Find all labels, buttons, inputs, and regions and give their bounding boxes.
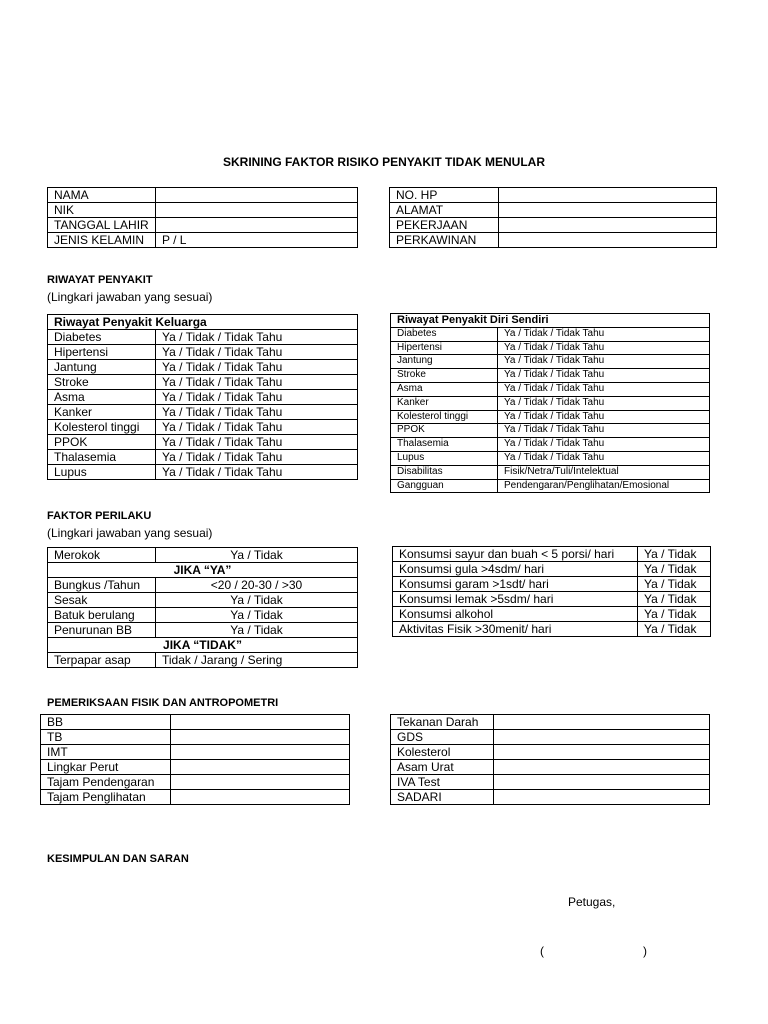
pemeriksaan-right-value[interactable]: [494, 790, 710, 805]
identity-left-label: JENIS KELAMIN: [48, 233, 156, 248]
pemeriksaan-left-row: [41, 790, 350, 805]
jika-ya-label: Sesak: [48, 593, 156, 608]
form-title: SKRINING FAKTOR RISIKO PENYAKIT TIDAK MENULAR: [222, 155, 546, 169]
konsumsi-label: Aktivitas Fisik >30menit/ hari: [393, 622, 638, 637]
riwayat-diri-header: Riwayat Penyakit Diri Sendiri: [391, 314, 710, 328]
pemeriksaan-table-right: [390, 714, 710, 805]
pemeriksaan-left-label: IMT: [41, 745, 171, 760]
pemeriksaan-left-label: Tajam Penglihatan: [41, 790, 171, 805]
pemeriksaan-left-label: Tajam Pendengaran: [41, 775, 171, 790]
riwayat-diri-label: Kanker: [391, 396, 498, 410]
riwayat-diri-row: [391, 410, 710, 424]
identity-right-row: [390, 203, 717, 218]
pemeriksaan-right-value[interactable]: [494, 715, 710, 730]
identity-table-left: [47, 187, 358, 248]
riwayat-keluarga-value[interactable]: Ya / Tidak / Tidak Tahu: [156, 405, 358, 420]
riwayat-diri-label: Asma: [391, 382, 498, 396]
riwayat-diri-value[interactable]: Ya / Tidak / Tidak Tahu: [498, 369, 710, 383]
pemeriksaan-right-row: [391, 715, 710, 730]
pemeriksaan-heading: PEMERIKSAAN FISIK DAN ANTROPOMETRI: [47, 697, 279, 709]
pemeriksaan-left-row: [41, 775, 350, 790]
jika-ya-value[interactable]: Ya / Tidak: [156, 623, 358, 638]
konsumsi-row: [393, 622, 711, 637]
riwayat-diri-value[interactable]: Fisik/Netra/Tuli/Intelektual: [498, 465, 710, 479]
riwayat-keluarga-label: Kanker: [48, 405, 156, 420]
riwayat-diri-label: Stroke: [391, 369, 498, 383]
identity-right-label: NO. HP: [390, 188, 499, 203]
riwayat-keluarga-row: [48, 345, 358, 360]
riwayat-diri-row: [391, 396, 710, 410]
riwayat-keluarga-label: Asma: [48, 390, 156, 405]
riwayat-keluarga-row: [48, 375, 358, 390]
riwayat-diri-row: [391, 451, 710, 465]
konsumsi-value[interactable]: Ya / Tidak: [638, 622, 711, 637]
identity-left-label: NIK: [48, 203, 156, 218]
pemeriksaan-left-value[interactable]: [171, 760, 350, 775]
konsumsi-label: Konsumsi garam >1sdt/ hari: [393, 577, 638, 592]
riwayat-diri-row: [391, 465, 710, 479]
riwayat-diri-label: Gangguan: [391, 479, 498, 493]
riwayat-diri-value[interactable]: Ya / Tidak / Tidak Tahu: [498, 396, 710, 410]
riwayat-keluarga-value[interactable]: Ya / Tidak / Tidak Tahu: [156, 465, 358, 480]
riwayat-keluarga-row: [48, 420, 358, 435]
pemeriksaan-right-label: IVA Test: [391, 775, 494, 790]
identity-left-row: [48, 233, 358, 248]
riwayat-diri-label: Hipertensi: [391, 341, 498, 355]
identity-right-row: [390, 218, 717, 233]
signature-open-paren: (: [540, 944, 544, 958]
riwayat-keluarga-value[interactable]: Ya / Tidak / Tidak Tahu: [156, 345, 358, 360]
konsumsi-row: [393, 547, 711, 562]
pemeriksaan-left-row: [41, 745, 350, 760]
identity-right-label: ALAMAT: [390, 203, 499, 218]
perilaku-heading: FAKTOR PERILAKU: [47, 510, 152, 522]
identity-left-row: [48, 218, 358, 233]
riwayat-diri-label: Thalasemia: [391, 438, 498, 452]
jika-ya-label: Bungkus /Tahun: [48, 578, 156, 593]
pemeriksaan-right-row: [391, 745, 710, 760]
kesimpulan-heading: KESIMPULAN DAN SARAN: [47, 853, 189, 865]
konsumsi-value[interactable]: Ya / Tidak: [638, 562, 711, 577]
riwayat-keluarga-value[interactable]: Ya / Tidak / Tidak Tahu: [156, 375, 358, 390]
jika-ya-row: [48, 578, 358, 593]
riwayat-keluarga-row: [48, 435, 358, 450]
identity-left-value[interactable]: P / L: [156, 233, 358, 248]
konsumsi-value[interactable]: Ya / Tidak: [638, 547, 711, 562]
terpapar-value[interactable]: Tidak / Jarang / Sering: [156, 653, 358, 668]
identity-left-label: NAMA: [48, 188, 156, 203]
riwayat-diri-value[interactable]: Ya / Tidak / Tidak Tahu: [498, 355, 710, 369]
riwayat-keluarga-row: [48, 405, 358, 420]
pemeriksaan-right-label: GDS: [391, 730, 494, 745]
konsumsi-label: Konsumsi lemak >5sdm/ hari: [393, 592, 638, 607]
riwayat-keluarga-row: [48, 390, 358, 405]
jika-ya-label: Penurunan BB: [48, 623, 156, 638]
terpapar-row: [48, 653, 358, 668]
merokok-table: [47, 547, 358, 668]
identity-right-row: [390, 233, 717, 248]
riwayat-keluarga-label: PPOK: [48, 435, 156, 450]
identity-left-label: TANGGAL LAHIR: [48, 218, 156, 233]
riwayat-keluarga-label: Diabetes: [48, 330, 156, 345]
identity-right-value[interactable]: [499, 218, 717, 233]
riwayat-diri-row: [391, 479, 710, 493]
konsumsi-row: [393, 607, 711, 622]
riwayat-keluarga-value[interactable]: Ya / Tidak / Tidak Tahu: [156, 420, 358, 435]
pemeriksaan-right-value[interactable]: [494, 745, 710, 760]
riwayat-keluarga-label: Stroke: [48, 375, 156, 390]
riwayat-diri-row: [391, 327, 710, 341]
riwayat-keluarga-table: [47, 314, 358, 480]
pemeriksaan-left-row: [41, 760, 350, 775]
pemeriksaan-right-value[interactable]: [494, 730, 710, 745]
riwayat-keluarga-row: [48, 450, 358, 465]
terpapar-label: Terpapar asap: [48, 653, 156, 668]
pemeriksaan-left-value[interactable]: [171, 745, 350, 760]
pemeriksaan-right-value[interactable]: [494, 760, 710, 775]
konsumsi-label: Konsumsi sayur dan buah < 5 porsi/ hari: [393, 547, 638, 562]
riwayat-keluarga-label: Lupus: [48, 465, 156, 480]
jika-ya-label: Batuk berulang: [48, 608, 156, 623]
riwayat-diri-label: Diabetes: [391, 327, 498, 341]
riwayat-keluarga-label: Hipertensi: [48, 345, 156, 360]
riwayat-diri-label: PPOK: [391, 424, 498, 438]
riwayat-note: (Lingkari jawaban yang sesuai): [47, 290, 213, 304]
pemeriksaan-left-value[interactable]: [171, 790, 350, 805]
riwayat-diri-value[interactable]: Ya / Tidak / Tidak Tahu: [498, 451, 710, 465]
pemeriksaan-right-row: [391, 730, 710, 745]
pemeriksaan-left-value[interactable]: [171, 730, 350, 745]
riwayat-keluarga-row: [48, 465, 358, 480]
pemeriksaan-left-label: TB: [41, 730, 171, 745]
pemeriksaan-right-label: Tekanan Darah: [391, 715, 494, 730]
riwayat-diri-value[interactable]: Ya / Tidak / Tidak Tahu: [498, 341, 710, 355]
konsumsi-value[interactable]: Ya / Tidak: [638, 592, 711, 607]
identity-table-right: [389, 187, 717, 248]
riwayat-diri-label: Lupus: [391, 451, 498, 465]
konsumsi-row: [393, 592, 711, 607]
merokok-label: Merokok: [48, 548, 156, 563]
riwayat-heading: RIWAYAT PENYAKIT: [47, 274, 153, 286]
identity-left-row: [48, 188, 358, 203]
riwayat-diri-row: [391, 382, 710, 396]
pemeriksaan-right-row: [391, 760, 710, 775]
merokok-value[interactable]: Ya / Tidak: [156, 548, 358, 563]
riwayat-diri-value[interactable]: Ya / Tidak / Tidak Tahu: [498, 438, 710, 452]
riwayat-keluarga-value[interactable]: Ya / Tidak / Tidak Tahu: [156, 450, 358, 465]
riwayat-diri-table: [390, 313, 710, 493]
identity-right-value[interactable]: [499, 188, 717, 203]
signature-close-paren: ): [643, 944, 647, 958]
jika-ya-header: JIKA “YA”: [48, 563, 358, 578]
riwayat-diri-row: [391, 341, 710, 355]
pemeriksaan-right-label: Asam Urat: [391, 760, 494, 775]
riwayat-keluarga-value[interactable]: Ya / Tidak / Tidak Tahu: [156, 390, 358, 405]
pemeriksaan-left-value[interactable]: [171, 775, 350, 790]
jika-ya-row: [48, 608, 358, 623]
riwayat-diri-row: [391, 369, 710, 383]
pemeriksaan-right-row: [391, 790, 710, 805]
pemeriksaan-left-label: BB: [41, 715, 171, 730]
jika-ya-value[interactable]: Ya / Tidak: [156, 593, 358, 608]
riwayat-diri-row: [391, 424, 710, 438]
identity-right-row: [390, 188, 717, 203]
jika-ya-row: [48, 623, 358, 638]
pemeriksaan-left-value[interactable]: [171, 715, 350, 730]
riwayat-keluarga-label: Jantung: [48, 360, 156, 375]
riwayat-keluarga-row: [48, 360, 358, 375]
perilaku-note: (Lingkari jawaban yang sesuai): [47, 526, 213, 540]
riwayat-diri-value[interactable]: Ya / Tidak / Tidak Tahu: [498, 424, 710, 438]
pemeriksaan-right-label: SADARI: [391, 790, 494, 805]
identity-left-row: [48, 203, 358, 218]
identity-right-value[interactable]: [499, 203, 717, 218]
riwayat-diri-value[interactable]: Ya / Tidak / Tidak Tahu: [498, 410, 710, 424]
riwayat-keluarga-value[interactable]: Ya / Tidak / Tidak Tahu: [156, 330, 358, 345]
konsumsi-table: [392, 546, 711, 637]
pemeriksaan-left-row: [41, 715, 350, 730]
konsumsi-row: [393, 562, 711, 577]
pemeriksaan-right-row: [391, 775, 710, 790]
riwayat-diri-value[interactable]: Pendengaran/Penglihatan/Emosional: [498, 479, 710, 493]
pemeriksaan-left-row: [41, 730, 350, 745]
pemeriksaan-left-label: Lingkar Perut: [41, 760, 171, 775]
riwayat-keluarga-row: [48, 330, 358, 345]
riwayat-diri-value[interactable]: Ya / Tidak / Tidak Tahu: [498, 327, 710, 341]
riwayat-diri-row: [391, 355, 710, 369]
jika-tidak-header: JIKA “TIDAK”: [48, 638, 358, 653]
identity-right-label: PEKERJAAN: [390, 218, 499, 233]
pemeriksaan-right-label: Kolesterol: [391, 745, 494, 760]
riwayat-keluarga-label: Thalasemia: [48, 450, 156, 465]
pemeriksaan-right-value[interactable]: [494, 775, 710, 790]
riwayat-diri-value[interactable]: Ya / Tidak / Tidak Tahu: [498, 382, 710, 396]
konsumsi-label: Konsumsi alkohol: [393, 607, 638, 622]
jika-ya-value[interactable]: <20 / 20-30 / >30: [156, 578, 358, 593]
identity-left-value[interactable]: [156, 218, 358, 233]
jika-ya-value[interactable]: Ya / Tidak: [156, 608, 358, 623]
identity-right-label: PERKAWINAN: [390, 233, 499, 248]
riwayat-keluarga-value[interactable]: Ya / Tidak / Tidak Tahu: [156, 435, 358, 450]
pemeriksaan-table-left: [40, 714, 350, 805]
identity-left-value[interactable]: [156, 203, 358, 218]
jika-ya-row: [48, 593, 358, 608]
riwayat-keluarga-header: Riwayat Penyakit Keluarga: [48, 315, 358, 330]
riwayat-keluarga-value[interactable]: Ya / Tidak / Tidak Tahu: [156, 360, 358, 375]
riwayat-diri-label: Disabilitas: [391, 465, 498, 479]
riwayat-keluarga-label: Kolesterol tinggi: [48, 420, 156, 435]
riwayat-diri-label: Kolesterol tinggi: [391, 410, 498, 424]
konsumsi-label: Konsumsi gula >4sdm/ hari: [393, 562, 638, 577]
konsumsi-row: [393, 577, 711, 592]
konsumsi-value[interactable]: Ya / Tidak: [638, 577, 711, 592]
petugas-label: Petugas,: [568, 895, 616, 909]
identity-right-value[interactable]: [499, 233, 717, 248]
konsumsi-value[interactable]: Ya / Tidak: [638, 607, 711, 622]
identity-left-value[interactable]: [156, 188, 358, 203]
riwayat-diri-row: [391, 438, 710, 452]
riwayat-diri-label: Jantung: [391, 355, 498, 369]
